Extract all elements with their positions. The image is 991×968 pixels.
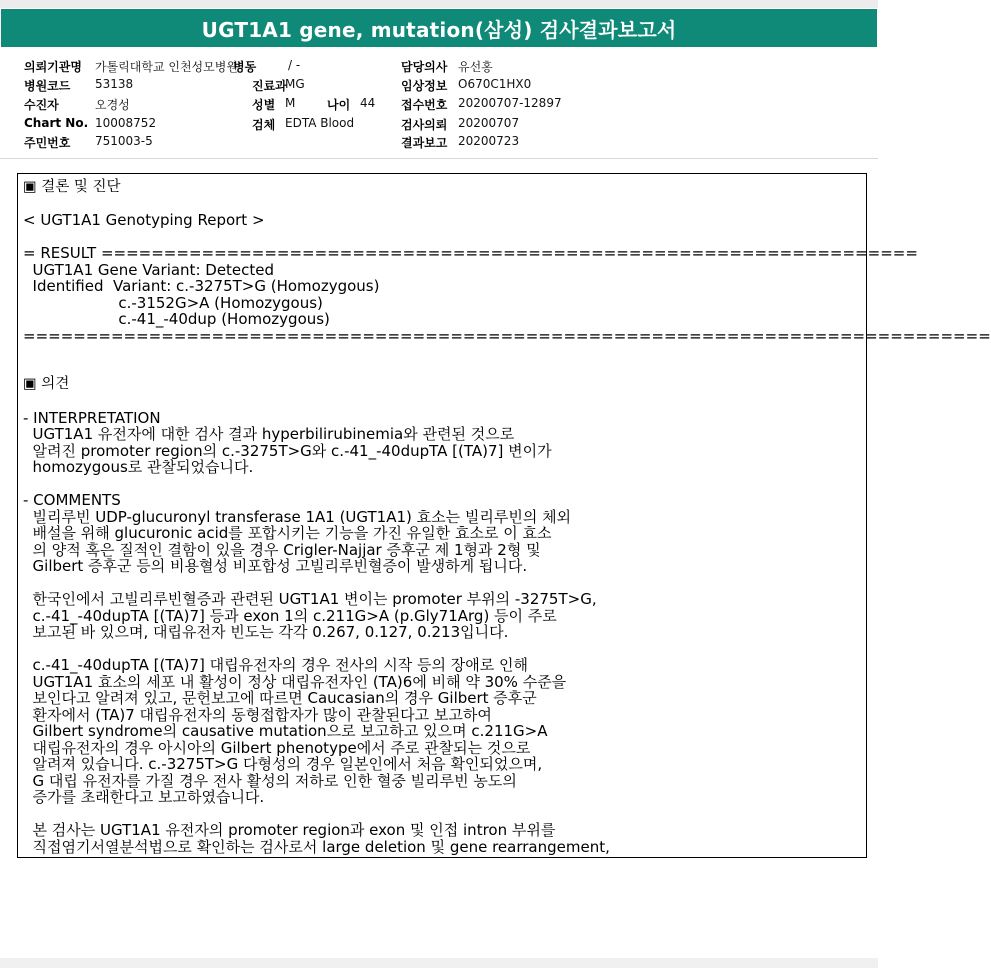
info-value: 44 (360, 96, 376, 110)
report-line: UGT1A1 Gene Variant: Detected (23, 261, 275, 279)
info-label: 진료과 (252, 79, 287, 93)
info-value: / - (288, 58, 301, 72)
report-line: 보인다고 알려져 있고, 문헌보고에 따르면 Caucasian의 경우 Gilbert 증후군 (23, 689, 537, 707)
info-label: 의뢰기관명 (24, 60, 82, 74)
report-line: homozygous로 관찰되었습니다. (23, 458, 254, 476)
info-value: EDTA Blood (285, 116, 355, 130)
report-line: 의 양적 혹은 질적인 결함이 있을 경우 Crigler-Najjar 증후군 제 1형과 2형 및 (23, 541, 541, 559)
report-line: ============================================================================= (23, 327, 991, 345)
report-line: 배설을 위해 glucuronic acid를 포합시키는 기능을 가진 유일한 효소로 이 효소 (23, 524, 552, 542)
info-label: 담당의사 (401, 60, 448, 74)
report-body[interactable] (17, 173, 991, 858)
bottom-strip (0, 958, 878, 968)
report-line: 환자에서 (TA)7 대립유전자의 동형접합자가 많이 관찰된다고 보고하여 (23, 706, 492, 724)
report-line: UGT1A1 효소의 세포 내 활성이 정상 대립유전자인 (TA)6에 비해 약 30% 수준을 (23, 673, 567, 691)
info-label: 수진자 (24, 98, 59, 112)
section-divider (0, 158, 878, 159)
report-line: 증가를 초래한다고 보고하였습니다. (23, 788, 265, 806)
info-label: Chart No. (24, 116, 89, 130)
info-label: 접수번호 (401, 98, 448, 112)
info-value: 20200707-12897 (458, 96, 562, 110)
info-value: MG (285, 77, 305, 91)
info-label: 주민번호 (24, 136, 71, 150)
top-strip (0, 0, 878, 8)
info-label: 검체 (252, 118, 276, 132)
info-label: 성별 (252, 98, 276, 112)
report-line: = RESULT ================================================================= (23, 244, 918, 262)
info-label: 결과보고 (401, 136, 448, 150)
report-line: ▣ 결론 및 진단 (23, 179, 121, 195)
info-label: 임상정보 (401, 79, 448, 93)
report-line: c.-41_-40dupTA [(TA)7] 등과 exon 1의 c.211G>A (p.Gly71Arg) 등이 주로 (23, 607, 557, 625)
report-line: 대립유전자의 경우 아시아의 Gilbert phenotype에서 주로 관찰되는 것으로 (23, 739, 531, 757)
info-value: 20200723 (458, 134, 520, 148)
info-value: 53138 (95, 77, 134, 91)
report-line: c.-41_-40dupTA [(TA)7] 대립유전자의 경우 전사의 시작 등의 장애로 인해 (23, 656, 529, 674)
report-line: - COMMENTS (23, 491, 121, 509)
info-label: 병동 (233, 60, 257, 74)
info-value: 751003-5 (95, 134, 153, 148)
info-value: 가톨릭대학교 인천성모병원 (95, 60, 238, 74)
info-value: 오경성 (95, 98, 130, 112)
report-line: UGT1A1 유전자에 대한 검사 결과 hyperbilirubinemia와 관련된 것으로 (23, 425, 515, 443)
report-line: ▣ 의견 (23, 376, 70, 392)
report-title-bar (1, 9, 877, 47)
patient-info-section (0, 52, 878, 156)
report-line: Identified Variant: c.-3275T>G (Homozygous) (23, 277, 380, 295)
report-line: c.-41_-40dup (Homozygous) (23, 310, 330, 328)
report-line: 빌리루빈 UDP-glucuronyl transferase 1A1 (UGT1A1) 효소는 빌리루빈의 체외 (23, 508, 572, 526)
info-value: 20200707 (458, 116, 520, 130)
report-line: - INTERPRETATION (23, 409, 161, 427)
info-label: 나이 (327, 98, 351, 112)
info-value: M (285, 96, 296, 110)
report-line: 직접염기서열분석법으로 확인하는 검사로서 large deletion 및 gene rearrangement, (23, 838, 610, 856)
report-line: 한국인에서 고빌리루빈혈증과 관련된 UGT1A1 변이는 promoter 부위의 -3275T>G, (23, 590, 597, 608)
info-value: 10008752 (95, 116, 157, 130)
report-line: 알려져 있습니다. c.-3275T>G 다형성의 경우 일본인에서 처음 확인되었으며, (23, 755, 543, 773)
info-label: 검사의뢰 (401, 118, 448, 132)
report-line: G 대립 유전자를 가질 경우 전사 활성의 저하로 인한 혈중 빌리루빈 농도의 (23, 772, 517, 790)
info-value: 유선홍 (458, 60, 493, 74)
info-value: O670C1HX0 (458, 77, 532, 91)
report-line: 본 검사는 UGT1A1 유전자의 promoter region과 exon 및 인접 intron 부위를 (23, 821, 556, 839)
report-line: 보고된 바 있으며, 대립유전자 빈도는 각각 0.267, 0.127, 0.213입니다. (23, 623, 509, 641)
info-label: 병원코드 (24, 79, 71, 93)
report-line: < UGT1A1 Genotyping Report > (23, 211, 265, 229)
report-line: c.-3152G>A (Homozygous) (23, 294, 323, 312)
report-line: Gilbert syndrome의 causative mutation으로 보고하고 있으며 c.211G>A (23, 722, 548, 740)
report-title: UGT1A1 gene, mutation(삼성) 검사결과보고서 (201, 17, 677, 42)
report-line: Gilbert 증후군 등의 비용혈성 비포합성 고빌리루빈혈증이 발생하게 됩니다. (23, 557, 528, 575)
report-line: 알려진 promoter region의 c.-3275T>G와 c.-41_-40dupTA [(TA)7] 변이가 (23, 442, 552, 460)
